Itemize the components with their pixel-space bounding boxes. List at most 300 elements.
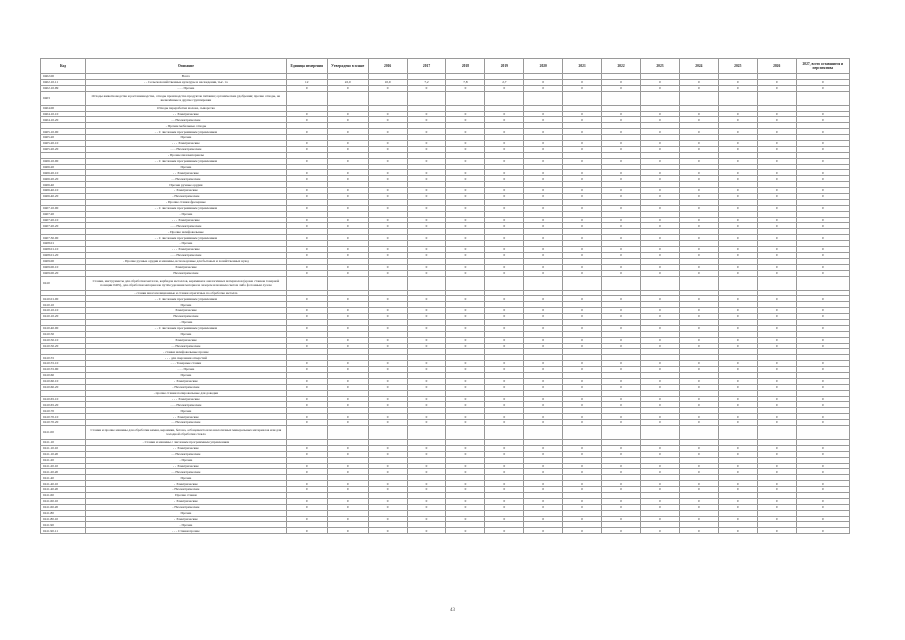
row-value-cell: 0 <box>327 528 368 534</box>
row-value-cell: 0 <box>602 270 641 276</box>
row-value-cell: 0 <box>407 402 446 408</box>
row-value-cell: 0 <box>796 264 849 270</box>
row-value-cell: 0 <box>563 188 602 194</box>
row-value-cell: 0 <box>757 487 796 493</box>
row-name-cell: - Прочие шлифовальные <box>86 229 287 235</box>
row-code-cell: 0404.10.10 <box>41 111 86 117</box>
row-value-cell: 0 <box>718 85 757 91</box>
row-value-cell: 0 <box>602 396 641 402</box>
row-value-cell: 0 <box>563 314 602 320</box>
row-value-cell <box>602 91 641 105</box>
row-value-cell: 0 <box>757 176 796 182</box>
row-value-cell: 0 <box>446 469 485 475</box>
row-value-cell: 0 <box>485 170 524 176</box>
row-value-cell: 0 <box>718 337 757 343</box>
row-name-cell: - станки многопозиционные и станки агрегатные по обработке металла <box>86 290 287 296</box>
row-value-cell: 0 <box>757 146 796 152</box>
row-value-cell: 0 <box>407 337 446 343</box>
row-name-cell: - - Электрические <box>86 463 287 469</box>
row-value-cell: 0 <box>446 188 485 194</box>
row-value-cell: 0 <box>446 252 485 258</box>
row-value-cell: 0 <box>757 85 796 91</box>
row-value-cell: 0 <box>757 414 796 420</box>
row-value-cell: 0 <box>446 205 485 211</box>
row-value-cell: 0 <box>368 217 407 223</box>
row-value-cell: 0 <box>796 217 849 223</box>
row-value-cell: 0 <box>368 308 407 314</box>
row-value-cell: 0 <box>757 117 796 123</box>
row-value-cell: 0 <box>641 367 680 373</box>
row-name-cell: - Прочие <box>86 211 287 217</box>
row-value-cell: 0 <box>407 463 446 469</box>
row-value-cell <box>641 425 680 439</box>
row-name-cell: - Электрические <box>86 498 287 504</box>
row-value-cell: 0 <box>718 445 757 451</box>
row-value-cell: 0 <box>524 469 563 475</box>
row-value-cell: 0 <box>718 188 757 194</box>
row-name-cell: - - - Токарные станки <box>86 361 287 367</box>
row-value-cell: 0 <box>641 141 680 147</box>
row-code-cell: 0410.70.20 <box>41 420 86 426</box>
row-name-cell: - Неэлектрические <box>86 504 287 510</box>
row-name-cell: Неэлектрические <box>86 270 287 276</box>
row-value-cell: 0 <box>757 217 796 223</box>
row-value-cell <box>718 425 757 439</box>
row-value-cell: 0 <box>718 235 757 241</box>
row-value-cell: 0 <box>286 469 327 475</box>
row-value-cell: 0 <box>446 325 485 331</box>
row-value-cell: 0 <box>524 247 563 253</box>
col-header-2024: 2024 <box>679 59 718 74</box>
row-value-cell: 0 <box>641 188 680 194</box>
row-name-cell: - - С числовым программным управлением <box>86 325 287 331</box>
row-value-cell: 0 <box>286 141 327 147</box>
row-value-cell: 0 <box>368 487 407 493</box>
row-value-cell <box>368 425 407 439</box>
row-value-cell: 0 <box>641 223 680 229</box>
row-value-cell: 0 <box>563 337 602 343</box>
row-value-cell: 0 <box>524 402 563 408</box>
row-value-cell: 0 <box>718 451 757 457</box>
row-value-cell: 0 <box>407 235 446 241</box>
row-value-cell: 0 <box>485 308 524 314</box>
row-value-cell: 0 <box>718 205 757 211</box>
row-value-cell: 0 <box>679 79 718 85</box>
row-value-cell: 0 <box>563 176 602 182</box>
row-value-cell: 0 <box>446 463 485 469</box>
row-value-cell: 0 <box>327 205 368 211</box>
row-value-cell: 0 <box>485 367 524 373</box>
row-value-cell: 0 <box>446 498 485 504</box>
row-value-cell: 0 <box>407 117 446 123</box>
row-value-cell: 0 <box>796 396 849 402</box>
row-value-cell: 0 <box>641 176 680 182</box>
row-value-cell: 0 <box>407 270 446 276</box>
row-value-cell: 0 <box>679 528 718 534</box>
row-value-cell: 0 <box>368 252 407 258</box>
row-name-cell: - - - Электрические <box>86 247 287 253</box>
row-value-cell: 0 <box>368 296 407 302</box>
row-value-cell: 0 <box>286 129 327 135</box>
table-header-row <box>41 59 850 74</box>
row-value-cell: 0 <box>286 176 327 182</box>
row-code-cell: 0405.20 <box>41 135 86 141</box>
col-header-name: Описание <box>86 59 287 74</box>
row-value-cell: 0 <box>327 247 368 253</box>
row-value-cell: 0 <box>485 270 524 276</box>
row-value-cell: 0 <box>485 481 524 487</box>
row-value-cell: 0 <box>485 194 524 200</box>
row-value-cell: 0 <box>757 314 796 320</box>
row-value-cell: 0 <box>327 516 368 522</box>
row-value-cell: 0 <box>524 504 563 510</box>
row-name-cell: Прочие <box>86 408 287 414</box>
row-value-cell: 0 <box>602 384 641 390</box>
row-value-cell: 0 <box>563 296 602 302</box>
row-name-cell: - - - Электрические <box>86 217 287 223</box>
row-value-cell: 0 <box>602 296 641 302</box>
row-value-cell: 0 <box>485 402 524 408</box>
row-name-cell: - прочие станки полировальные для доводки <box>86 390 287 396</box>
row-value-cell: 0 <box>327 111 368 117</box>
row-value-cell: 0 <box>485 325 524 331</box>
row-value-cell: 0 <box>524 141 563 147</box>
row-code-cell: 0408.01.10 <box>41 247 86 253</box>
row-value-cell: 0 <box>563 528 602 534</box>
row-value-cell: 0 <box>446 361 485 367</box>
row-value-cell: 0 <box>524 158 563 164</box>
row-value-cell: 0 <box>524 194 563 200</box>
row-value-cell: 0 <box>679 384 718 390</box>
row-value-cell: 0 <box>563 325 602 331</box>
row-value-cell: 0 <box>524 420 563 426</box>
row-value-cell: 0 <box>368 188 407 194</box>
row-value-cell: 0 <box>368 270 407 276</box>
row-value-cell: 0 <box>641 378 680 384</box>
row-value-cell: 0 <box>757 188 796 194</box>
row-value-cell: 0 <box>679 396 718 402</box>
row-value-cell: 0 <box>796 325 849 331</box>
row-value-cell: 0 <box>679 252 718 258</box>
col-header-2022: 2022 <box>602 59 641 74</box>
row-value-cell: 0 <box>407 188 446 194</box>
row-value-cell: 0 <box>524 378 563 384</box>
row-value-cell: 0 <box>485 296 524 302</box>
row-value-cell: 0 <box>286 170 327 176</box>
document-sheet <box>40 58 850 534</box>
row-value-cell: 0 <box>485 117 524 123</box>
row-value-cell: 0 <box>641 337 680 343</box>
row-value-cell: 0 <box>563 146 602 152</box>
row-value-cell <box>679 276 718 290</box>
row-value-cell: 0 <box>286 252 327 258</box>
row-value-cell: 0 <box>446 504 485 510</box>
row-value-cell: 0 <box>796 235 849 241</box>
row-value-cell: 0 <box>286 337 327 343</box>
row-value-cell: 0 <box>524 528 563 534</box>
row-value-cell: 0 <box>407 111 446 117</box>
row-name-cell: - - Электрические <box>86 414 287 420</box>
row-name-cell: - - - Электрические <box>86 141 287 147</box>
row-value-cell: 0 <box>718 504 757 510</box>
row-value-cell: 0 <box>286 396 327 402</box>
row-name-cell: - - Неэлектрические <box>86 469 287 475</box>
row-value-cell: 0 <box>327 264 368 270</box>
row-value-cell: 0 <box>563 194 602 200</box>
row-value-cell: 0 <box>641 252 680 258</box>
row-name-cell: Отходы животноводства и растениеводства, отходы производства продуктов питания; органические удобрения; прочие отходы, не включённые в другие группировки <box>86 91 287 105</box>
row-value-cell: 0 <box>563 378 602 384</box>
row-value-cell: 0 <box>757 79 796 85</box>
row-code-cell: 0406.20.20 <box>41 176 86 182</box>
row-value-cell: 0 <box>679 270 718 276</box>
row-value-cell: 0 <box>446 129 485 135</box>
row-value-cell: 0 <box>641 111 680 117</box>
row-value-cell: 0 <box>407 451 446 457</box>
row-value-cell: 0 <box>757 247 796 253</box>
row-value-cell: 0 <box>757 528 796 534</box>
row-value-cell: 0 <box>446 111 485 117</box>
row-value-cell: 0 <box>563 264 602 270</box>
row-value-cell: 0 <box>446 308 485 314</box>
row-value-cell: 0 <box>641 451 680 457</box>
row-value-cell: 0 <box>286 117 327 123</box>
row-value-cell: 0 <box>368 117 407 123</box>
row-value-cell: 0 <box>757 170 796 176</box>
row-value-cell: 0 <box>407 252 446 258</box>
row-value-cell <box>368 91 407 105</box>
row-value-cell: 0 <box>718 325 757 331</box>
row-name-cell: - - - Прочие <box>86 367 287 373</box>
row-code-cell: 0406.20.10 <box>41 170 86 176</box>
row-name-cell: - - С числовым программным управлением <box>86 205 287 211</box>
row-value-cell: 0 <box>796 308 849 314</box>
row-value-cell <box>796 425 849 439</box>
row-value-cell: 0 <box>485 378 524 384</box>
row-value-cell: 0 <box>757 194 796 200</box>
col-header-2016: 2016 <box>368 59 407 74</box>
row-value-cell: 0 <box>641 487 680 493</box>
row-name-cell: Всего <box>86 74 287 80</box>
row-value-cell: 0 <box>563 343 602 349</box>
row-name-cell: - - Электрические <box>86 170 287 176</box>
row-value-cell: 0 <box>757 469 796 475</box>
row-code-cell: 0411.00 <box>41 425 86 439</box>
row-value-cell: 0 <box>368 528 407 534</box>
row-value-cell: 0 <box>286 367 327 373</box>
row-value-cell: 0 <box>327 367 368 373</box>
row-value-cell: 0 <box>757 451 796 457</box>
row-value-cell: 0 <box>446 223 485 229</box>
row-value-cell: 0 <box>368 176 407 182</box>
row-value-cell: 0 <box>796 252 849 258</box>
row-value-cell <box>679 425 718 439</box>
row-value-cell: 0 <box>485 111 524 117</box>
row-value-cell: 0 <box>446 170 485 176</box>
row-name-cell: - - С числовым программным управлением <box>86 158 287 164</box>
row-value-cell: 0 <box>368 194 407 200</box>
row-value-cell: 0 <box>524 79 563 85</box>
row-value-cell: 0 <box>563 516 602 522</box>
row-value-cell <box>407 91 446 105</box>
row-value-cell: 0 <box>718 314 757 320</box>
row-value-cell: 0 <box>563 235 602 241</box>
row-code-cell: 0410.10.10 <box>41 308 86 314</box>
row-code-cell: 0409.00.10 <box>41 264 86 270</box>
row-value-cell: 0 <box>446 420 485 426</box>
row-value-cell: 0 <box>679 217 718 223</box>
row-value-cell: 0 <box>602 146 641 152</box>
row-value-cell: 0 <box>407 420 446 426</box>
row-value-cell: 0 <box>524 205 563 211</box>
row-value-cell: 0 <box>485 188 524 194</box>
row-value-cell: 0 <box>641 158 680 164</box>
row-value-cell <box>485 91 524 105</box>
row-code-cell: 0411.80 <box>41 510 86 516</box>
row-value-cell <box>368 276 407 290</box>
row-value-cell: 0 <box>524 235 563 241</box>
row-value-cell: 0 <box>368 402 407 408</box>
row-value-cell: 0 <box>757 296 796 302</box>
row-value-cell: 0 <box>796 188 849 194</box>
row-value-cell: 0 <box>679 296 718 302</box>
row-value-cell: 0 <box>602 528 641 534</box>
row-value-cell: 0 <box>718 141 757 147</box>
row-value-cell: 0 <box>407 264 446 270</box>
row-code-cell: 0406.40 <box>41 182 86 188</box>
row-value-cell: 0 <box>641 414 680 420</box>
row-value-cell: 0 <box>757 445 796 451</box>
row-value-cell: 0 <box>286 343 327 349</box>
row-name-cell: Неэлектрические <box>86 314 287 320</box>
row-value-cell: 0 <box>286 158 327 164</box>
row-value-cell: 0 <box>407 414 446 420</box>
row-value-cell: 0 <box>796 361 849 367</box>
row-value-cell: 0 <box>641 325 680 331</box>
row-value-cell: 0 <box>679 481 718 487</box>
row-value-cell: 0 <box>524 264 563 270</box>
row-value-cell: 0 <box>796 141 849 147</box>
row-value-cell: 0 <box>524 361 563 367</box>
row-value-cell: 0 <box>757 367 796 373</box>
row-value-cell: 0 <box>796 487 849 493</box>
row-value-cell: 0 <box>679 188 718 194</box>
row-value-cell <box>563 425 602 439</box>
row-value-cell <box>485 425 524 439</box>
row-value-cell: 0 <box>796 445 849 451</box>
row-value-cell: 0 <box>327 85 368 91</box>
row-code-cell: 0405.20.20 <box>41 146 86 152</box>
row-value-cell: 0 <box>524 445 563 451</box>
row-value-cell: 0 <box>641 463 680 469</box>
col-header-2023: 2023 <box>641 59 680 74</box>
row-value-cell: 0 <box>368 361 407 367</box>
row-value-cell: 0 <box>327 188 368 194</box>
row-value-cell: 0 <box>563 420 602 426</box>
row-value-cell: 0 <box>718 361 757 367</box>
row-value-cell: 0 <box>524 270 563 276</box>
row-value-cell: 0 <box>641 270 680 276</box>
col-header-unit: Единица измерения <box>286 59 327 74</box>
row-value-cell: 0 <box>286 361 327 367</box>
row-value-cell: 0 <box>286 223 327 229</box>
table-body <box>41 74 850 534</box>
row-value-cell: 0 <box>407 487 446 493</box>
row-value-cell: 0 <box>718 343 757 349</box>
row-name-cell: - - Неэлектрические <box>86 176 287 182</box>
row-value-cell <box>446 91 485 105</box>
row-value-cell: 0 <box>485 361 524 367</box>
row-value-cell: 0 <box>563 367 602 373</box>
row-value-cell <box>524 425 563 439</box>
row-value-cell: 0 <box>485 384 524 390</box>
row-value-cell: 0 <box>641 402 680 408</box>
row-value-cell: 0 <box>563 252 602 258</box>
col-header-2026: 2026 <box>757 59 796 74</box>
row-value-cell: 0 <box>641 504 680 510</box>
row-name-cell: - Электрические <box>86 188 287 194</box>
row-value-cell: 0 <box>718 528 757 534</box>
row-name-cell: Станки, инструменты для обработки металла, карбидов металлов, керамики и аналогичных материалов (кроме станков товарной позиции 0405), для обработки материалов путём удаления материала лазером или иным светом либо фотонным лучом <box>86 276 287 290</box>
row-value-cell: 0 <box>286 296 327 302</box>
row-code-cell: 0411.20.20 <box>41 469 86 475</box>
row-value-cell: 0 <box>563 217 602 223</box>
row-value-cell: 0 <box>286 85 327 91</box>
row-value-cell: 0 <box>327 481 368 487</box>
row-value-cell: 0 <box>602 378 641 384</box>
row-name-cell: - - Неэлектрические <box>86 117 287 123</box>
row-name-cell: - - Электрические <box>86 445 287 451</box>
row-value-cell: 0 <box>524 396 563 402</box>
row-code-cell: 0411.60.10 <box>41 498 86 504</box>
row-value-cell: 0 <box>446 516 485 522</box>
row-value-cell: 0 <box>641 205 680 211</box>
row-value-cell: 0 <box>485 141 524 147</box>
row-value-cell: 0 <box>563 170 602 176</box>
row-value-cell <box>757 276 796 290</box>
row-value-cell: 0 <box>446 158 485 164</box>
row-value-cell: 0 <box>757 141 796 147</box>
row-value-cell: 0 <box>757 111 796 117</box>
row-value-cell: 0 <box>524 111 563 117</box>
row-value-cell: 0 <box>718 176 757 182</box>
row-value-cell: 0 <box>563 129 602 135</box>
row-value-cell: 0 <box>327 117 368 123</box>
row-value-cell: 0 <box>796 516 849 522</box>
row-value-cell: 0 <box>563 504 602 510</box>
row-value-cell: 0 <box>679 451 718 457</box>
row-value-cell: 0 <box>368 463 407 469</box>
row-name-cell: - - Неэлектрические <box>86 343 287 349</box>
row-value-cell: 0 <box>602 504 641 510</box>
row-value-cell: 0 <box>368 384 407 390</box>
row-value-cell: 0 <box>327 402 368 408</box>
row-value-cell: 0 <box>286 325 327 331</box>
row-value-cell: 0 <box>446 481 485 487</box>
row-value-cell: 0 <box>718 194 757 200</box>
row-code-cell: 0406.40.20 <box>41 194 86 200</box>
row-value-cell: 0 <box>286 504 327 510</box>
row-value-cell: 0 <box>718 223 757 229</box>
row-value-cell: 0 <box>602 194 641 200</box>
row-value-cell: 0 <box>602 252 641 258</box>
row-value-cell: 0 <box>407 498 446 504</box>
row-value-cell: 0 <box>796 314 849 320</box>
row-value-cell: 0 <box>602 264 641 270</box>
row-name-cell: - Электрические <box>86 378 287 384</box>
row-name-cell: - - Электрические <box>86 111 287 117</box>
row-value-cell: 0 <box>286 498 327 504</box>
